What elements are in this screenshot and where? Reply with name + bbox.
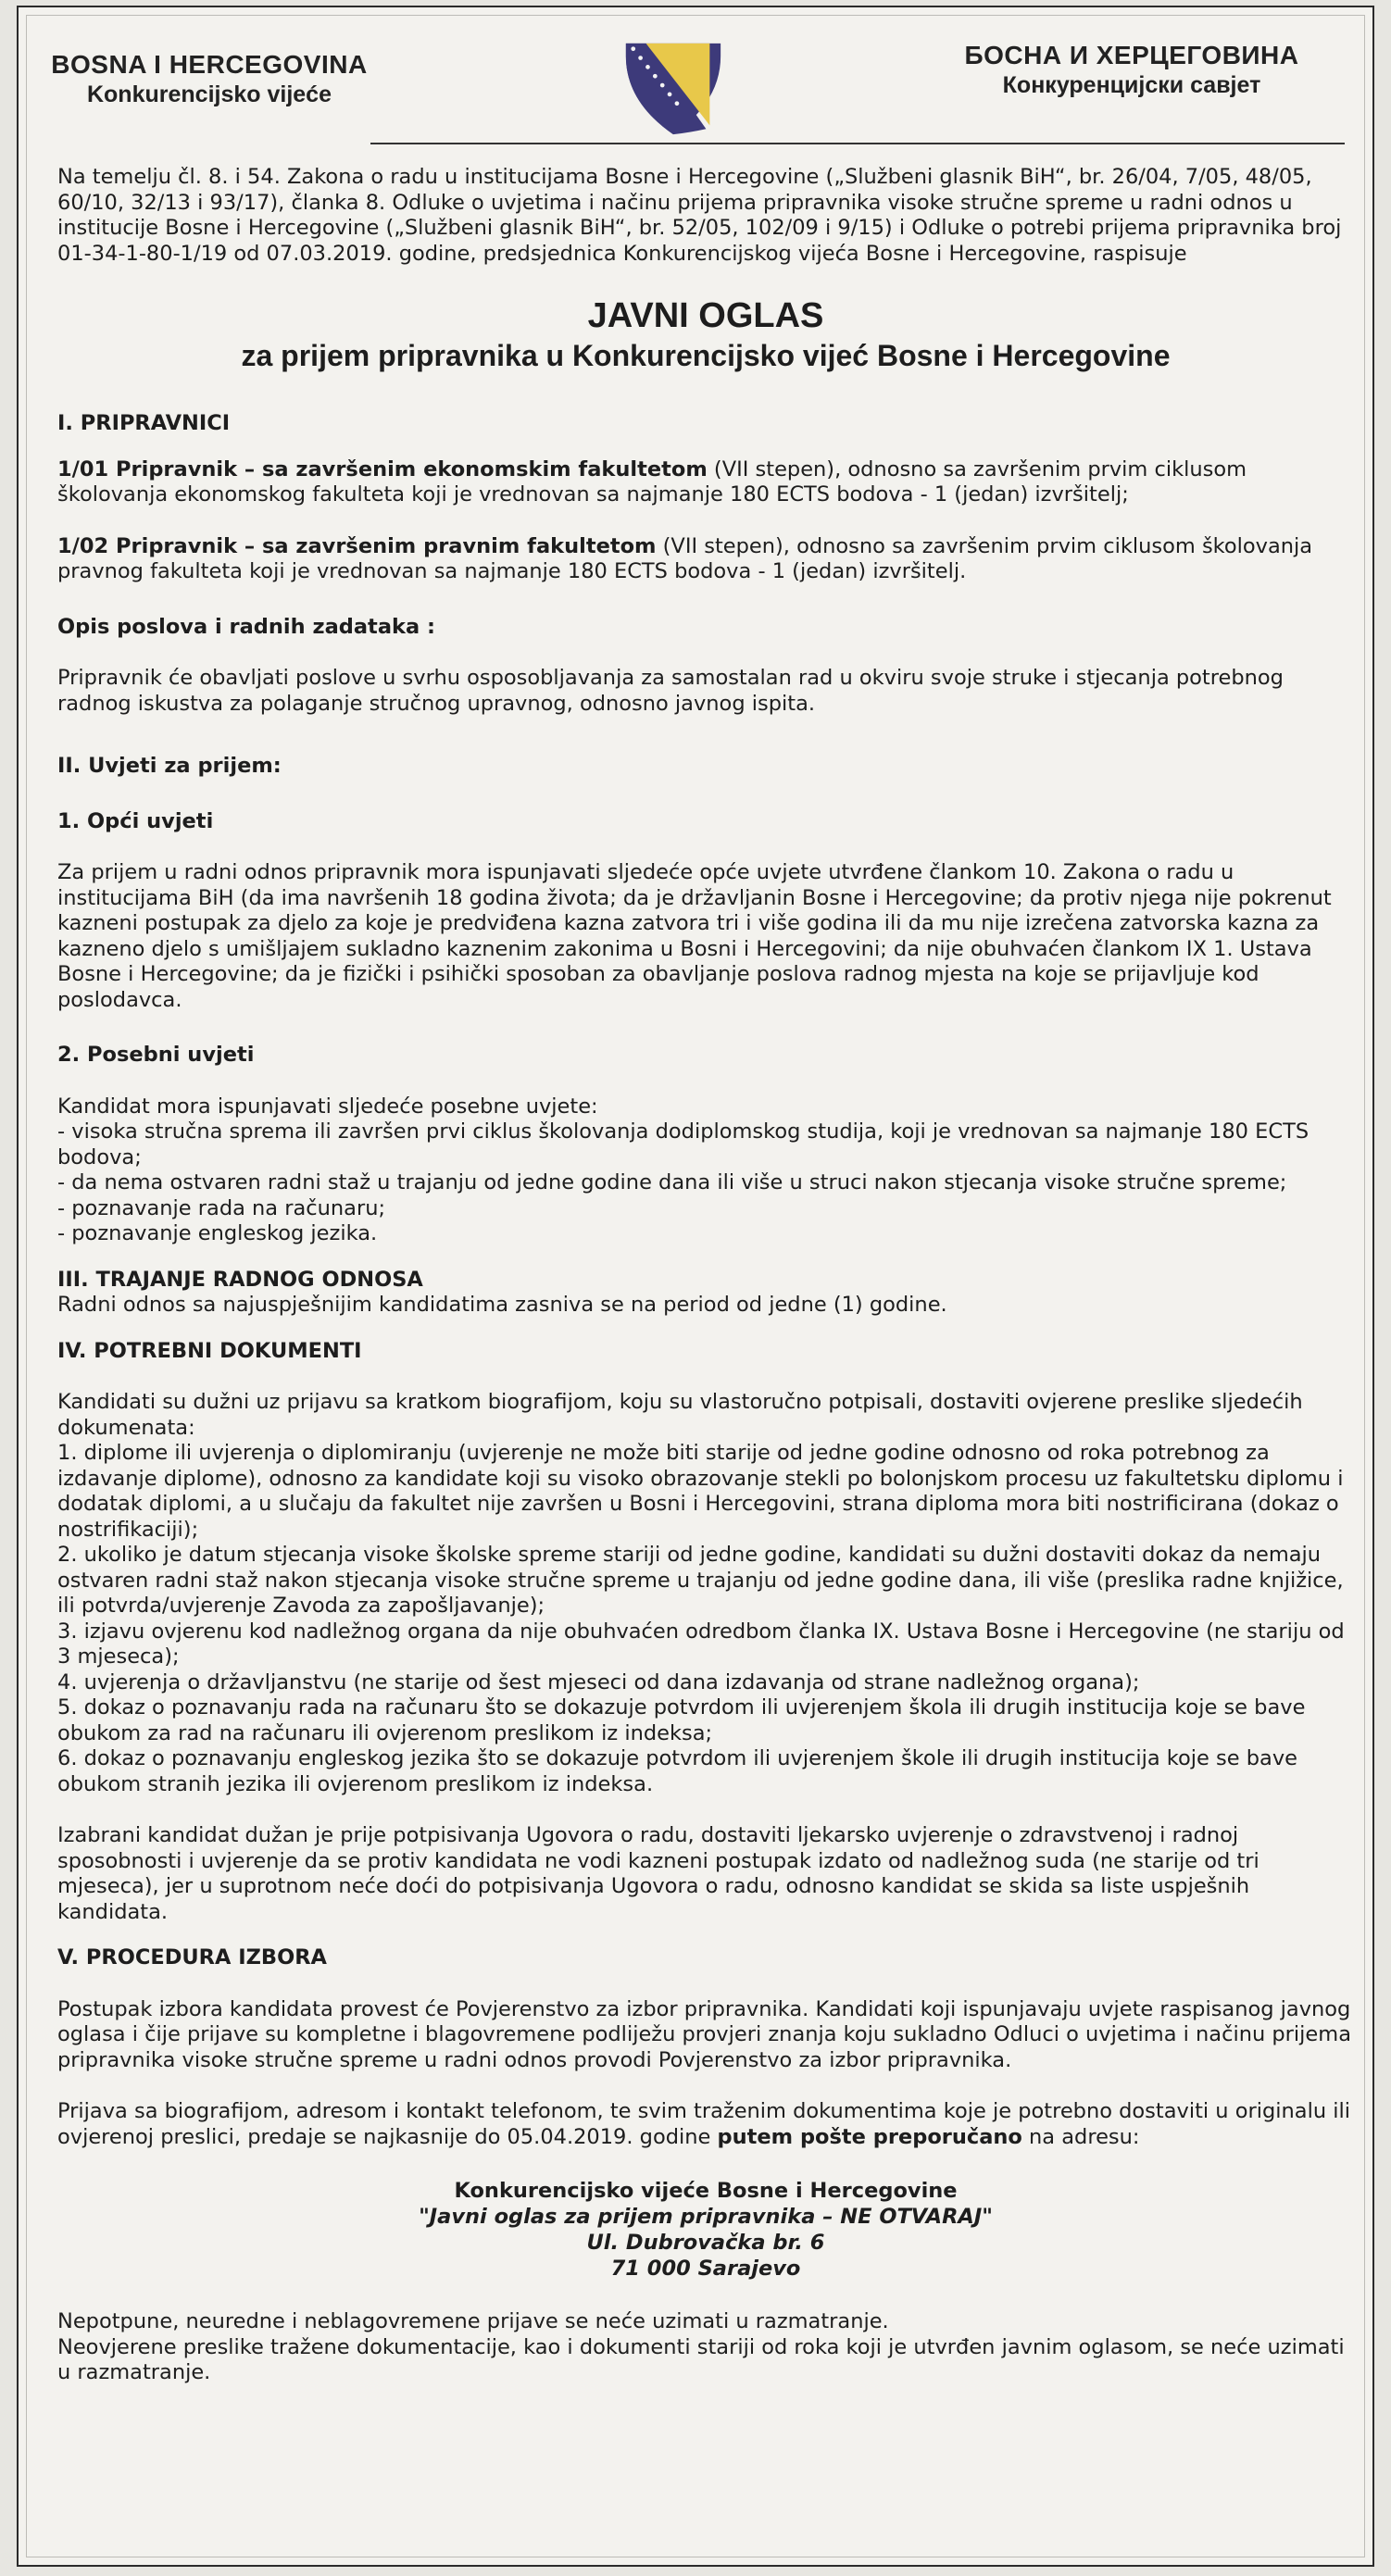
document-item: 4. uvjerenja o državljanstvu (ne starije od šest mjeseci od dana izdavanja od strane nadležnog organa); bbox=[57, 1669, 1140, 1694]
section-heading-procedura: V. PROCEDURA IZBORA bbox=[57, 1945, 327, 1970]
section-heading-pripravnici: I. PRIPRAVNICI bbox=[57, 411, 231, 435]
title-main: JAVNI OGLAS bbox=[587, 296, 824, 335]
position-1-02-title: 1/02 Pripravnik – sa završenim pravnim fakultetom bbox=[57, 533, 657, 558]
position-1-02 bbox=[57, 534, 1354, 585]
medical-certificate-note: Izabrani kandidat dužan je prije potpisivanja Ugovora o radu, dostaviti ljekarsko uvjerenje o zdravstvenoj i radnoj sposobnosti i uvjerenje da se protiv kandidata ne vodi kazneni postupak izdato od nadležnog suda (ne starije od tri mjeseca), jer u suprotnom neće doći do potpisivanja Ugovora o radu, odnosno kandidat se skida sa liste uspješnih kandidata. bbox=[57, 1823, 1259, 1924]
job-description-heading: Opis poslova i radnih zadataka : bbox=[57, 614, 435, 639]
submission-method: putem pošte preporučano bbox=[717, 2124, 1022, 2149]
intro-paragraph: Na temelju čl. 8. i 54. Zakona o radu u institucijama Bosne i Hercegovine („Službeni glasnik BiH“, br. 26/04, 7/05, 48/05, 60/10, 32/13 i 93/17), članka 8. Odluke o uvjetima i načinu prijema pripravnika visoke stručne spreme u radni odnos u institucije Bosne i Hercegovine („Službeni glasnik BiH“, br. 52/05, 102/09 i 9/15) i Odluke o potrebi prijema pripravnika broj 01-34-1-80-1/19 od 07.03.2019. godine, predsjednica Konkurencijskog vijeća Bosne i Hercegovine, raspisuje bbox=[57, 165, 1342, 266]
section-heading-dokumenti: IV. POTREBNI DOKUMENTI bbox=[57, 1338, 362, 1363]
position-1-01-text: (VII stepen), odnosno sa završenim prvim ciklusom školovanja ekonomskog fakulteta koji je vrednovan sa najmanje 180 ECTS bodova - 1 (jedan) izvršitelj; bbox=[57, 456, 1247, 506]
address-recipient: Konkurencijsko vijeće Bosne i Hercegovine bbox=[454, 2179, 958, 2203]
title-sub: za prijem pripravnika u Konkurencijsko vijeć Bosne i Hercegovine bbox=[241, 339, 1171, 372]
job-description-text: Pripravnik će obavljati poslove u svrhu osposobljavanja za samostalan rad u okviru svoje struke i stjecanja potrebnog radnog iskustva za polaganje stručnog upravnog, odnosno javnog ispita. bbox=[57, 666, 1284, 716]
institution-name-latin: Konkurencijsko vijeće bbox=[86, 81, 332, 107]
country-name-cyrillic: БОСНА И ХЕРЦЕГОВИНА bbox=[964, 41, 1299, 69]
incomplete-applications-note: Nepotpune, neuredne i neblagovremene prijave se neće uzimati u razmatranje. bbox=[57, 2309, 889, 2333]
letterhead-latin bbox=[43, 50, 376, 108]
special-condition-item: - visoka stručna sprema ili završen prvi ciklus školovanja dodiplomskog studija, koji je vrednovan sa najmanje 180 ECTS bodova; bbox=[57, 1119, 1310, 1169]
document-item: 6. dokaz o poznavanju engleskog jezika što se dokazuje potvrdom ili uvjerenjem škole ili drugih institucija koje se bave obukom stranih jezika ili ovjerenom preslikom iz indeksa. bbox=[57, 1746, 1297, 1796]
special-condition-item: - poznavanje rada na računaru; bbox=[57, 1195, 386, 1220]
mailing-address bbox=[57, 2178, 1354, 2282]
procedure-text: Postupak izbora kandidata provest će Povjerenstvo za izbor pripravnika. Kandidati koji ispunjavaju uvjete raspisanog javnog oglasa i čije prijave su kompletne i blagovremene podliježu provjeri znanja koju sukladno Odluci o uvjetima i načinu prijema pripravnika visoke stručne spreme u radni odnos provodi Povjerenstvo za izbor pripravnika. bbox=[57, 1996, 1351, 2072]
general-conditions-text: Za prijem u radni odnos pripravnik mora ispunjavati sljedeće opće uvjete utvrđene člankom 10. Zakona o radu u institucijama BiH (da ima navršenih 18 godina života; da je državljanin Bosne i Hercegovine; da protiv njega nije pokrenut kazneni postupak za djelo za koje je predviđena kazna zatvora tri i više godina ili da mu nije izrečena zatvorska kazna za kazneno djelo s umišljajem sukladno kaznenim zakonima u Bosni i Hercegovini; da nije obuhvaćen člankom IX 1. Ustava Bosne i Hercegovine; da je fizički i psihički sposoban za obavljanje poslova radnog mjesta na koje se prijavljuje kod poslodavca. bbox=[57, 860, 1332, 1012]
submission-text bbox=[57, 2099, 1354, 2150]
position-1-01-title: 1/01 Pripravnik – sa završenim ekonomskim fakultetom bbox=[57, 456, 708, 481]
header-rule bbox=[370, 143, 1345, 144]
special-conditions-intro: Kandidat mora ispunjavati sljedeće posebne uvjete: bbox=[57, 1094, 598, 1119]
institution-name-cyrillic: Конкуренцијски савјет bbox=[1002, 72, 1261, 98]
address-label: "Javni oglas za prijem pripravnika – NE OTVARAJ" bbox=[419, 2205, 993, 2229]
newspaper-notice bbox=[17, 6, 1374, 2567]
document-item: 5. dokaz o poznavanju rada na računaru što se dokazuje potvrdom ili uvjerenjem škola ili drugih institucija koje se bave obukom za rad na računaru ili ovjerenom preslikom iz indeksa; bbox=[57, 1695, 1306, 1745]
letterhead bbox=[19, 7, 1372, 146]
general-conditions-heading: 1. Opći uvjeti bbox=[57, 808, 214, 833]
position-1-01 bbox=[57, 457, 1354, 508]
bih-coat-of-arms-icon bbox=[619, 37, 728, 139]
document-item: 3. izjavu ovjerenu kod nadležnog organa da nije obuhvaćen odredbom članka IX. Ustava Bosne i Hercegovine (ne stariju od 3 mjeseca); bbox=[57, 1619, 1345, 1669]
submission-text-start: Prijava sa biografijom, adresom i kontakt telefonom, te svim traženim dokumentima koje je potrebno dostaviti u originalu ili ovjerenoj preslici, predaje se najkasnije do 05.04.2019. godine bbox=[57, 2099, 1350, 2149]
special-conditions-heading: 2. Posebni uvjeti bbox=[57, 1043, 255, 1067]
address-street: Ul. Dubrovačka br. 6 bbox=[586, 2231, 825, 2255]
notice-body bbox=[57, 156, 1354, 2386]
document-item: 2. ukoliko je datum stjecanja visoke školske spreme stariji od jedne godine, kandidati su dužni dostaviti dokaz da nemaju ostvaren radni staž nakon stjecanja visoke stručne spreme u trajanju od jedne godine dana, ili više (preslika radne knjižice, ili potvrda/uvjerenje Zavoda za zapošljavanje); bbox=[57, 1543, 1344, 1618]
document-item: 1. diplome ili uvjerenja o diplomiranju (uvjerenje ne može biti starije od jedne godine odnosno od roka potrebnog za izdavanje diplome), odnosno za kandidate koji su visoko obrazovanje stekli po bolonjskom procesu uz fakultetsku diplomu i dodatak diplomi, a u slučaju da fakultet nije završen u Bosni i Hercegovini, strana diploma mora biti nostrificirana (dokaz o nostrifikaciji); bbox=[57, 1441, 1344, 1542]
special-condition-item: - poznavanje engleskog jezika. bbox=[57, 1221, 378, 1245]
country-name-latin: BOSNA I HERCEGOVINA bbox=[51, 50, 368, 79]
documents-intro: Kandidati su dužni uz prijavu sa kratkom biografijom, koju su vlastoručno potpisali, dostaviti ovjerene preslike sljedećih dokumenata: bbox=[57, 1390, 1303, 1440]
uncertified-copies-note: Neovjerene preslike tražene dokumentacije, kao i dokumenti stariji od roka koji je utvrđen javnim oglasom, se neće uzimati u razmatranje. bbox=[57, 2334, 1345, 2384]
section-heading-trajanje: III. TRAJANJE RADNOG ODNOSA bbox=[57, 1267, 423, 1292]
letterhead-cyrillic bbox=[946, 41, 1317, 99]
submission-text-end: na adresu: bbox=[1021, 2124, 1140, 2149]
duration-text: Radni odnos sa najuspješnijim kandidatima zasniva se na period od jedne (1) godine. bbox=[57, 1293, 947, 1317]
notice-title bbox=[57, 294, 1354, 374]
position-1-02-text: (VII stepen), odnosno sa završenim prvim ciklusom školovanja pravnog fakulteta koji je vrednovan sa najmanje 180 ECTS bodova - 1 (jedan) izvršitelj. bbox=[57, 533, 1313, 583]
address-city: 71 000 Sarajevo bbox=[610, 2257, 801, 2281]
special-condition-item: - da nema ostvaren radni staž u trajanju od jedne godine dana ili više u struci nakon stjecanja visoke stručne spreme; bbox=[57, 1170, 1287, 1194]
section-heading-uvjeti: II. Uvjeti za prijem: bbox=[57, 754, 282, 778]
